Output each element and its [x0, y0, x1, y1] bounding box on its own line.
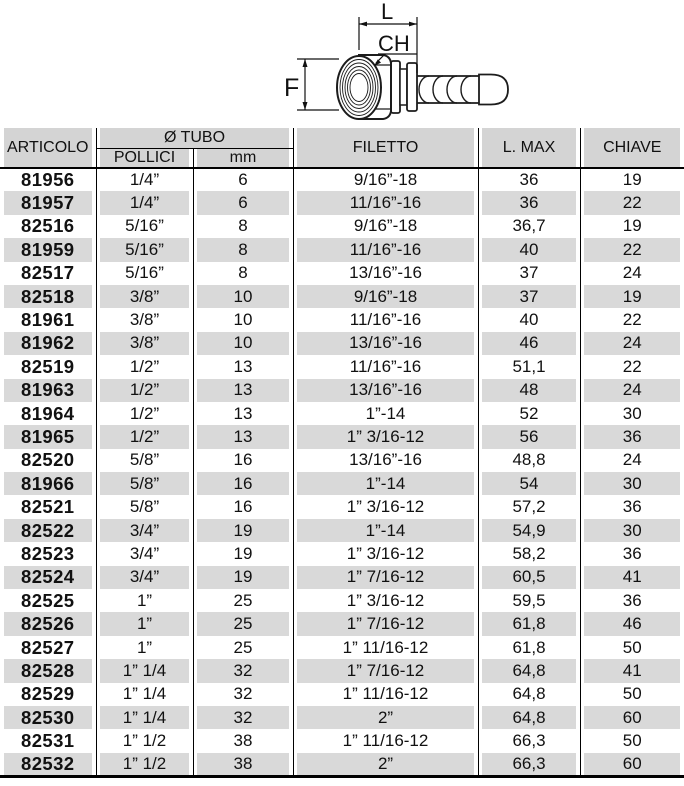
cell-lmax: 36 [478, 168, 580, 191]
cell-articolo: 82532 [0, 753, 96, 777]
cell-filetto: 13/16”-16 [293, 262, 478, 285]
cell-pollici: 1/2” [96, 355, 193, 378]
cell-pollici: 1” [96, 612, 193, 635]
cell-articolo: 82516 [21, 215, 75, 237]
dim-label-l: L [381, 2, 394, 24]
cell-filetto: 1”-14 [293, 519, 478, 542]
cell-lmax: 66,3 [478, 729, 580, 752]
cell-lmax: 52 [478, 402, 580, 425]
cell-mm: 10 [193, 308, 293, 331]
cell-filetto: 1” 3/16-12 [293, 542, 478, 565]
cell-chiave: 19 [580, 215, 684, 238]
column-header-articolo: ARTICOLO [0, 128, 96, 168]
cell-pollici: 3/4” [96, 566, 193, 589]
cell-chiave: 60 [580, 753, 684, 777]
cell-pollici: 1/2” [96, 379, 193, 402]
cell-chiave: 36 [580, 425, 684, 448]
dim-label-ch: CH [378, 31, 410, 56]
cell-filetto: 1” 11/16-12 [293, 729, 478, 752]
cell-lmax: 40 [478, 238, 580, 261]
column-header-chiave: CHIAVE [580, 128, 684, 168]
cell-articolo: 82525 [21, 589, 75, 611]
table-row [0, 612, 684, 635]
column-header-filetto: FILETTO [293, 128, 478, 168]
cell-lmax: 57,2 [478, 495, 580, 518]
cell-chiave: 36 [580, 542, 684, 565]
table-row [0, 472, 684, 495]
cell-chiave: 24 [580, 332, 684, 355]
cell-articolo: 82521 [21, 496, 75, 518]
cell-articolo: 82526 [0, 612, 96, 635]
table-row [0, 449, 684, 472]
collar-rings [391, 61, 417, 113]
cell-chiave: 60 [580, 706, 684, 729]
cell-lmax: 46 [478, 332, 580, 355]
cell-mm: 32 [193, 706, 293, 729]
cell-filetto: 2” [293, 706, 478, 729]
cell-chiave: 22 [580, 238, 684, 261]
cell-articolo: 81962 [0, 332, 96, 355]
cell-articolo: 81961 [21, 309, 75, 331]
cell-pollici: 1” 1/4 [96, 683, 193, 706]
cell-articolo: 81956 [21, 169, 75, 191]
table-row [0, 495, 684, 518]
cell-lmax: 54 [478, 472, 580, 495]
cell-chiave: 22 [580, 308, 684, 331]
dim-label-f: F [284, 74, 300, 102]
cell-articolo: 82517 [21, 262, 75, 284]
cell-chiave: 30 [580, 519, 684, 542]
cell-pollici: 3/8” [96, 332, 193, 355]
cell-chiave: 50 [580, 636, 684, 659]
cell-chiave: 22 [580, 355, 684, 378]
table-row [0, 402, 684, 425]
cell-mm: 6 [193, 168, 293, 191]
cell-filetto: 1”-14 [293, 472, 478, 495]
cell-pollici: 1” [96, 636, 193, 659]
cell-chiave: 41 [580, 566, 684, 589]
cell-filetto: 1” 7/16-12 [293, 612, 478, 635]
table-row [0, 215, 684, 238]
cell-chiave: 41 [580, 659, 684, 682]
table-row [0, 285, 684, 308]
cell-chiave: 30 [580, 402, 684, 425]
cell-articolo: 82520 [21, 449, 75, 471]
cell-pollici: 1” 1/4 [96, 659, 193, 682]
cell-filetto: 1” 7/16-12 [293, 659, 478, 682]
table-row [0, 566, 684, 589]
specs-table [0, 128, 684, 778]
cell-pollici: 5/8” [96, 472, 193, 495]
cell-articolo: 81965 [0, 425, 96, 448]
cell-pollici: 5/16” [96, 262, 193, 285]
column-header-lmax: L. MAX [478, 128, 580, 168]
cell-mm: 13 [193, 402, 293, 425]
table-row [0, 753, 684, 777]
fitting-technical-drawing [281, 2, 525, 126]
table-row [0, 519, 684, 542]
table-row [0, 636, 684, 659]
cell-lmax: 64,8 [478, 683, 580, 706]
cell-mm: 32 [193, 659, 293, 682]
cell-articolo: 82528 [0, 659, 96, 682]
cell-pollici: 3/8” [96, 308, 193, 331]
column-header-pollici: POLLICI [96, 148, 193, 168]
cell-mm: 8 [193, 238, 293, 261]
column-header-mm: mm [193, 148, 293, 168]
cell-pollici: 5/16” [96, 238, 193, 261]
cell-lmax: 37 [478, 285, 580, 308]
cell-chiave: 24 [580, 449, 684, 472]
cell-articolo: 82527 [21, 636, 75, 658]
cell-filetto: 1”-14 [293, 402, 478, 425]
cell-mm: 16 [193, 472, 293, 495]
cell-mm: 8 [193, 215, 293, 238]
cell-mm: 25 [193, 636, 293, 659]
cell-pollici: 3/4” [96, 542, 193, 565]
table-row [0, 238, 684, 261]
cell-articolo: 82529 [21, 683, 75, 705]
cell-lmax: 66,3 [478, 753, 580, 777]
cell-filetto: 1” 7/16-12 [293, 566, 478, 589]
cell-filetto: 13/16”-16 [293, 379, 478, 402]
cell-filetto: 11/16”-16 [293, 308, 478, 331]
table-row [0, 729, 684, 752]
dimension-f [284, 59, 339, 110]
cell-mm: 10 [193, 285, 293, 308]
cell-filetto: 13/16”-16 [293, 332, 478, 355]
cell-articolo: 82523 [21, 542, 75, 564]
table-row [0, 191, 684, 214]
cell-lmax: 56 [478, 425, 580, 448]
cell-pollici: 1” 1/4 [96, 706, 193, 729]
table-body [0, 168, 684, 776]
cell-filetto: 11/16”-16 [293, 191, 478, 214]
cell-mm: 19 [193, 519, 293, 542]
cell-lmax: 60,5 [478, 566, 580, 589]
cell-lmax: 48,8 [478, 449, 580, 472]
cell-pollici: 5/8” [96, 495, 193, 518]
table-row [0, 706, 684, 729]
cell-chiave: 24 [580, 262, 684, 285]
cell-filetto: 2” [293, 753, 478, 777]
cell-mm: 38 [193, 753, 293, 777]
column-header-tubo-group: Ø TUBO [96, 128, 293, 148]
cell-lmax: 58,2 [478, 542, 580, 565]
cell-lmax: 61,8 [478, 636, 580, 659]
cell-pollici: 1” 1/2 [96, 753, 193, 777]
cell-pollici: 5/8” [96, 449, 193, 472]
table-row [0, 683, 684, 706]
cell-lmax: 64,8 [478, 706, 580, 729]
cell-lmax: 51,1 [478, 355, 580, 378]
cell-articolo: 81959 [0, 238, 96, 261]
cell-pollici: 1/4” [96, 168, 193, 191]
cell-chiave: 19 [580, 168, 684, 191]
cell-filetto: 1” 11/16-12 [293, 683, 478, 706]
cell-mm: 25 [193, 612, 293, 635]
cell-pollici: 1” 1/2 [96, 729, 193, 752]
cell-mm: 38 [193, 729, 293, 752]
cell-pollici: 1” [96, 589, 193, 612]
cell-articolo: 82518 [0, 285, 96, 308]
cell-mm: 13 [193, 425, 293, 448]
table-row [0, 355, 684, 378]
table-row [0, 262, 684, 285]
cell-pollici: 1/2” [96, 402, 193, 425]
cell-lmax: 59,5 [478, 589, 580, 612]
cell-filetto: 1” 3/16-12 [293, 589, 478, 612]
cell-lmax: 40 [478, 308, 580, 331]
cell-mm: 32 [193, 683, 293, 706]
cell-articolo: 82522 [0, 519, 96, 542]
table-row [0, 659, 684, 682]
cell-articolo: 82531 [21, 730, 75, 752]
table-header [0, 128, 684, 168]
cell-chiave: 50 [580, 683, 684, 706]
cell-lmax: 36 [478, 191, 580, 214]
cell-mm: 13 [193, 355, 293, 378]
cell-filetto: 1” 11/16-12 [293, 636, 478, 659]
table-row [0, 308, 684, 331]
cell-lmax: 64,8 [478, 659, 580, 682]
cell-mm: 25 [193, 589, 293, 612]
cell-pollici: 3/4” [96, 519, 193, 542]
hose-shank [417, 75, 508, 105]
cell-lmax: 54,9 [478, 519, 580, 542]
cell-pollici: 1/2” [96, 425, 193, 448]
cell-mm: 19 [193, 566, 293, 589]
cell-lmax: 48 [478, 379, 580, 402]
cell-chiave: 50 [580, 729, 684, 752]
cell-chiave: 24 [580, 379, 684, 402]
table-row [0, 379, 684, 402]
cell-lmax: 61,8 [478, 612, 580, 635]
cell-lmax: 36,7 [478, 215, 580, 238]
cell-filetto: 9/16”-18 [293, 285, 478, 308]
cell-chiave: 22 [580, 191, 684, 214]
cell-mm: 16 [193, 495, 293, 518]
cell-articolo: 82530 [0, 706, 96, 729]
cell-articolo: 81964 [21, 402, 75, 424]
cell-mm: 6 [193, 191, 293, 214]
cell-mm: 10 [193, 332, 293, 355]
cell-articolo: 81966 [0, 472, 96, 495]
cell-pollici: 5/16” [96, 215, 193, 238]
table-row [0, 542, 684, 565]
cell-mm: 13 [193, 379, 293, 402]
cell-mm: 19 [193, 542, 293, 565]
cell-mm: 16 [193, 449, 293, 472]
cell-filetto: 1” 3/16-12 [293, 425, 478, 448]
cell-mm: 8 [193, 262, 293, 285]
cell-filetto: 1” 3/16-12 [293, 495, 478, 518]
cell-filetto: 11/16”-16 [293, 238, 478, 261]
table-row [0, 332, 684, 355]
cell-chiave: 36 [580, 495, 684, 518]
cell-articolo: 81963 [0, 379, 96, 402]
cell-articolo: 82519 [21, 355, 75, 377]
cell-filetto: 9/16”-18 [293, 215, 478, 238]
table-row [0, 168, 684, 191]
cell-articolo: 82524 [0, 566, 96, 589]
cell-chiave: 30 [580, 472, 684, 495]
table-row [0, 425, 684, 448]
cell-filetto: 13/16”-16 [293, 449, 478, 472]
table-row [0, 589, 684, 612]
cell-pollici: 1/4” [96, 191, 193, 214]
cell-lmax: 37 [478, 262, 580, 285]
cell-filetto: 9/16”-18 [293, 168, 478, 191]
cell-chiave: 36 [580, 589, 684, 612]
cell-filetto: 11/16”-16 [293, 355, 478, 378]
cell-articolo: 81957 [0, 191, 96, 214]
cell-pollici: 3/8” [96, 285, 193, 308]
cell-chiave: 19 [580, 285, 684, 308]
cell-chiave: 46 [580, 612, 684, 635]
